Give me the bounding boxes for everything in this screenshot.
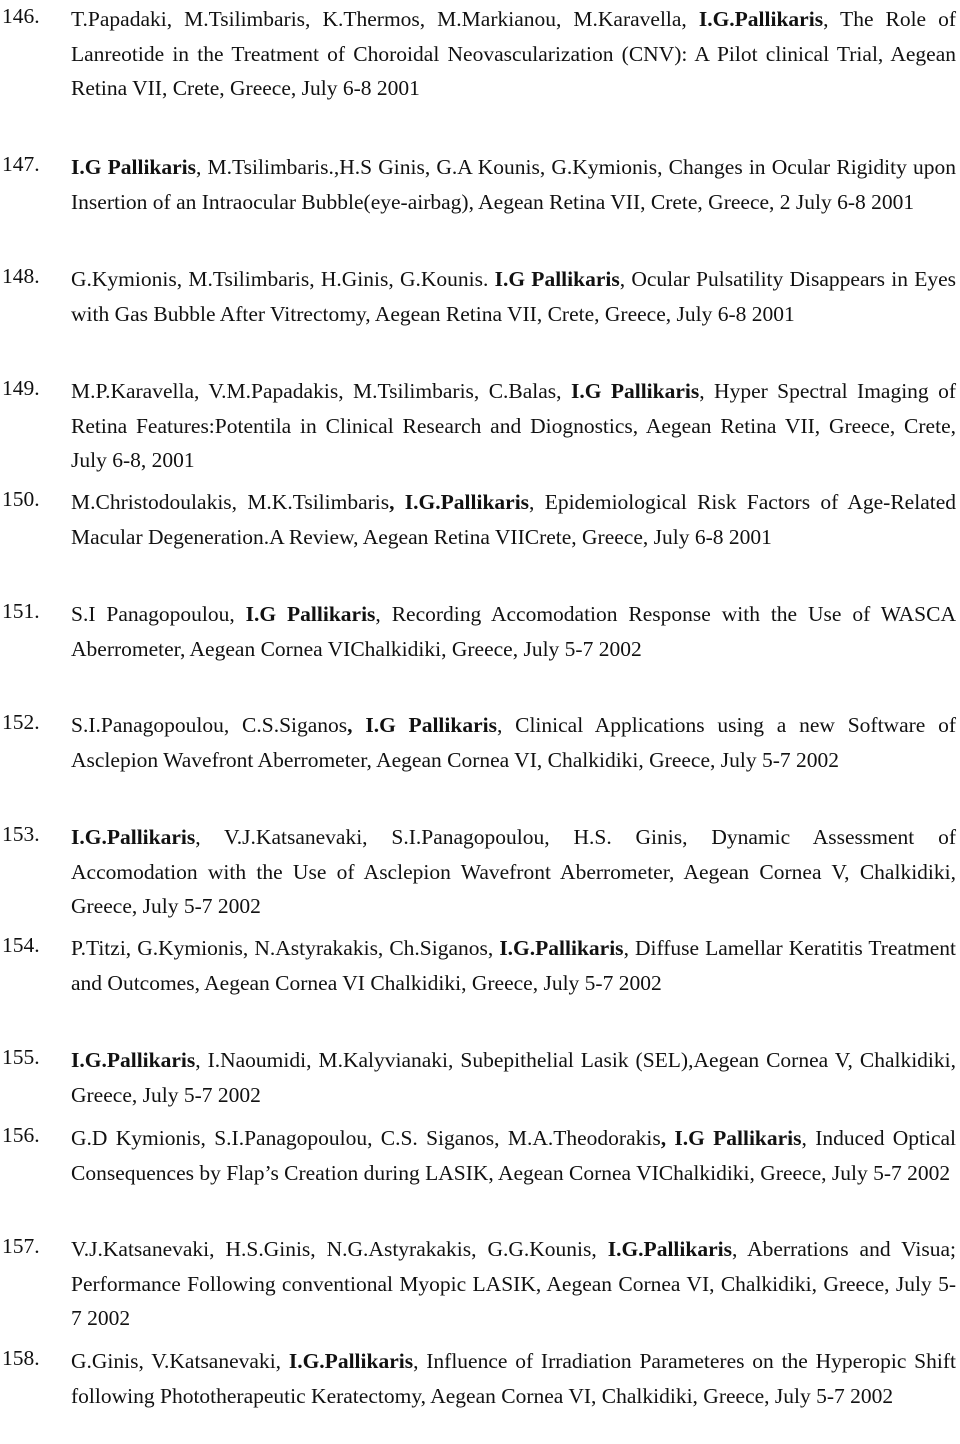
reference-text	[71, 1232, 956, 1336]
author: S.I Panagopoulou,	[71, 602, 235, 626]
reference-number: 148.	[2, 264, 40, 288]
author: M.Karavella,	[573, 7, 687, 31]
author: V.J.Katsanevaki,	[224, 825, 368, 849]
reference-text	[71, 1344, 956, 1413]
author: S.I.Panagopoulou,	[391, 825, 550, 849]
author: K.Thermos,	[322, 7, 426, 31]
reference-text	[71, 150, 956, 219]
reference-title-venue: , Diffuse Lamellar Keratitis Treatment and Outcomes, Aegean Cornea VI Chalkidiki, Greece, July 5-7 2002	[71, 936, 956, 995]
reference-number: 151.	[2, 599, 40, 623]
author: G.Ginis, V.Katsanevaki,	[71, 1349, 282, 1373]
author: M.Markianou,	[437, 7, 562, 31]
reference-number: 154.	[2, 933, 40, 957]
reference-number: 150.	[2, 487, 40, 511]
reference-title-venue: , The Role of Lanreotide in the Treatment of Choroidal Neovascularization (CNV): A Pilot clinical Trial, Aegean Retina VII, Crete, Greece, July 6-8 2001	[71, 7, 957, 101]
reference-number: 147.	[2, 152, 40, 176]
author-bold: I.G Pallikaris	[561, 379, 700, 403]
author: M.Christodoulakis, M.K.Tsilimbaris	[71, 490, 390, 514]
author-bold: I.G Pallikaris	[71, 155, 197, 179]
author: G.G.Kounis,	[487, 1237, 597, 1261]
author: , I.Naoumidi, M.Kalyvianaki	[195, 1048, 449, 1072]
author: M.P.Karavella, V.M.Papadakis, M.Tsilimbaris, C.Balas,	[71, 379, 562, 403]
reference-title-venue: , Induced Optical Consequences by Flap’s Creation during LASIK, Aegean Cornea VIChalkidiki, Greece, July 5-7 2002	[71, 1126, 957, 1185]
author: ,	[195, 825, 201, 849]
reference-title-venue: , Ocular Pulsatility Disappears in Eyes with Gas Bubble After Vitrectomy, Aegean Retina VII, Crete, Greece, July 6-8 2001	[71, 267, 957, 326]
author: T.Papadaki,	[71, 7, 173, 31]
author-bold: I.G.Pallikaris	[698, 7, 824, 31]
author-bold: I.G Pallikaris	[234, 602, 376, 626]
author: , M.Tsilimbaris.,H.S Ginis, G.A Kounis, G.Kymionis	[196, 155, 658, 179]
author: S.I.Panagopoulou, C.S.Siganos	[71, 713, 348, 737]
reference-text	[71, 597, 956, 666]
reference-title-venue: , Clinical Applications using a new Software of Asclepion Wavefront Aberrometer, Aegean Cornea VI, Chalkidiki, Greece, July 5-7 2002	[71, 713, 956, 772]
reference-number: 157.	[2, 1234, 40, 1258]
reference-text	[71, 374, 956, 478]
reference-title-venue: , Changes in Ocular Rigidity upon Insertion of an Intraocular Bubble(eye-airbag), Aegean Retina VII, Crete, Greece, 2 July 6-8 2001	[71, 155, 956, 214]
reference-number: 149.	[2, 376, 40, 400]
reference-title-venue: , Recording Accomodation Response with the Use of WASCA Aberrometer, Aegean Cornea VIChalkidiki, Greece, July 5-7 2002	[71, 602, 956, 661]
reference-text	[71, 820, 956, 924]
author: H.S.Ginis,	[225, 1237, 316, 1261]
reference-text	[71, 262, 956, 331]
author: V.J.Katsanevaki,	[71, 1237, 215, 1261]
author: H.S.	[573, 825, 612, 849]
reference-number: 156.	[2, 1123, 40, 1147]
author-bold: I.G.Pallikaris	[281, 1349, 414, 1373]
reference-number: 158.	[2, 1346, 40, 1370]
reference-text	[71, 1043, 956, 1112]
author-bold: I.G Pallikaris	[488, 267, 620, 291]
reference-title-venue: , Influence of Irradiation Parameteres on the Hyperopic Shift following Phototherapeutic Keratectomy, Aegean Cornea VI, Chalkidiki, Greece, July 5-7 2002	[71, 1349, 956, 1408]
reference-title-venue: , Aberrations and Visua; Performance Following conventional Myopic LASIK, Aegean Cornea VI, Chalkidiki, Greece, July 5-7 2002	[71, 1237, 956, 1331]
reference-text	[71, 485, 956, 554]
reference-number: 146.	[2, 4, 40, 28]
reference-title-venue: Ginis, Dynamic Assessment of Accomodation with the Use of Asclepion Wavefront Aberrometer, Aegean Cornea V, Chalkidiki, Greece, July 5-7 2002	[71, 825, 957, 919]
reference-text	[71, 931, 956, 1000]
reference-text	[71, 2, 956, 106]
author-bold: I.G.Pallikaris	[493, 936, 624, 960]
author: N.G.Astyrakakis,	[326, 1237, 477, 1261]
author: G.Kymionis, M.Tsilimbaris, H.Ginis, G.Kounis.	[71, 267, 489, 291]
author-bold: I.G.Pallikaris	[607, 1237, 732, 1261]
author: M.Tsilimbaris,	[184, 7, 311, 31]
reference-number: 155.	[2, 1045, 40, 1069]
reference-title-venue: , Hyper Spectral Imaging of Retina Features:Potentila in Clinical Research and Diognostics, Aegean Retina VII, Greece, Crete, July 6-8, 2001	[71, 379, 957, 473]
author-bold: , I.G Pallikaris	[660, 1126, 802, 1150]
reference-number: 153.	[2, 822, 40, 846]
reference-title-venue: , Subepithelial Lasik (SEL),Aegean Cornea V, Chalkidiki, Greece, July 5-7 2002	[71, 1048, 957, 1107]
reference-number: 152.	[2, 710, 40, 734]
reference-title-venue: , Epidemiological Risk Factors of Age-Related Macular Degeneration.A Review, Aegean Retina VIICrete, Greece, July 6-8 2001	[71, 490, 956, 549]
author-bold: , I.G.Pallikaris	[389, 490, 530, 514]
author: G.D Kymionis, S.I.Panagopoulou, C.S. Siganos, M.A.Theodorakis	[71, 1126, 661, 1150]
author: P.Titzi, G.Kymionis, N.Astyrakakis, Ch.Siganos,	[71, 936, 494, 960]
reference-text	[71, 708, 956, 777]
author-bold: I.G.Pallikaris	[71, 825, 196, 849]
reference-text	[71, 1121, 956, 1190]
author-bold: , I.G Pallikaris	[347, 713, 497, 737]
author-bold: I.G.Pallikaris	[71, 1048, 196, 1072]
